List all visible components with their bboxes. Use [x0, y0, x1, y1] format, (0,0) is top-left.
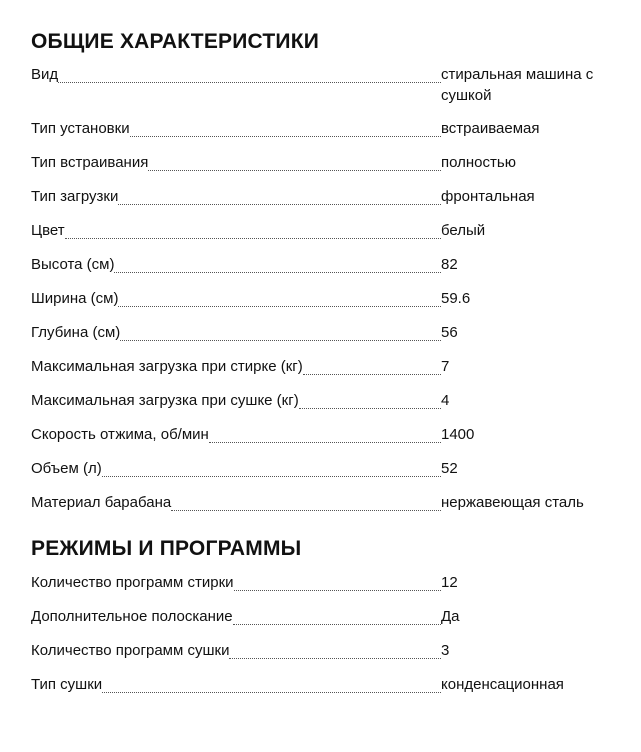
spec-list-modes — [31, 572, 621, 695]
spec-row — [31, 606, 621, 627]
spec-value: встраиваемая — [441, 120, 540, 137]
spec-value: 82 — [441, 256, 458, 273]
spec-label: Тип сушки — [31, 676, 103, 693]
spec-label-wrap — [31, 606, 441, 627]
dotted-leader — [114, 256, 441, 273]
dotted-leader — [102, 460, 441, 477]
dotted-leader — [209, 426, 441, 443]
spec-row — [31, 118, 621, 139]
spec-label-wrap — [31, 322, 441, 343]
spec-row — [31, 458, 621, 479]
spec-row — [31, 288, 621, 309]
spec-label-wrap — [31, 64, 441, 85]
spec-value: белый — [441, 222, 486, 239]
dotted-leader — [234, 574, 441, 591]
section-title-modes: РЕЖИМЫ И ПРОГРАММЫ — [31, 537, 302, 560]
dotted-leader — [58, 66, 441, 83]
spec-value: 3 — [441, 642, 450, 659]
spec-value: фронтальная — [441, 188, 535, 205]
dotted-leader — [299, 392, 441, 409]
spec-label-wrap — [31, 390, 441, 411]
spec-label-wrap — [31, 288, 441, 309]
spec-label-wrap — [31, 356, 441, 377]
spec-row — [31, 254, 621, 275]
dotted-leader — [102, 676, 441, 693]
spec-row — [31, 492, 621, 513]
section-title-general: ОБЩИЕ ХАРАКТЕРИСТИКИ — [31, 30, 320, 53]
dotted-leader — [229, 642, 441, 659]
spec-value: 12 — [441, 574, 458, 591]
spec-value: полностью — [441, 154, 516, 171]
spec-label: Материал барабана — [31, 494, 172, 511]
spec-label: Высота (см) — [31, 256, 115, 273]
spec-label: Цвет — [31, 222, 65, 239]
spec-row — [31, 390, 621, 411]
spec-row — [31, 220, 621, 241]
dotted-leader — [118, 290, 441, 307]
spec-row — [31, 322, 621, 343]
spec-label-wrap — [31, 674, 441, 695]
spec-list-general — [31, 64, 621, 513]
spec-label: Максимальная загрузка при сушке (кг) — [31, 392, 299, 409]
spec-label: Объем (л) — [31, 460, 102, 477]
spec-label: Тип встраивания — [31, 154, 149, 171]
spec-value: 52 — [441, 460, 458, 477]
spec-label-wrap — [31, 572, 441, 593]
spec-row — [31, 572, 621, 593]
spec-value: стиральная машина с сушкой — [441, 66, 594, 104]
spec-label: Количество программ сушки — [31, 642, 230, 659]
spec-label-wrap — [31, 118, 441, 139]
spec-label: Максимальная загрузка при стирке (кг) — [31, 358, 303, 375]
spec-label: Вид — [31, 66, 59, 83]
spec-label: Скорость отжима, об/мин — [31, 426, 209, 443]
spec-label: Количество программ стирки — [31, 574, 234, 591]
dotted-leader — [233, 608, 441, 625]
dotted-leader — [303, 358, 441, 375]
spec-label-wrap — [31, 640, 441, 661]
spec-value: Да — [441, 608, 460, 625]
dotted-leader — [65, 222, 441, 239]
spec-label: Тип загрузки — [31, 188, 119, 205]
spec-row — [31, 186, 621, 207]
spec-row — [31, 64, 621, 106]
spec-label: Глубина (см) — [31, 324, 121, 341]
spec-value: 4 — [441, 392, 450, 409]
spec-label-wrap — [31, 424, 441, 445]
dotted-leader — [130, 120, 441, 137]
spec-value: 1400 — [441, 426, 475, 443]
spec-row — [31, 152, 621, 173]
spec-label-wrap — [31, 186, 441, 207]
spec-value: 59.6 — [441, 290, 471, 307]
spec-label-wrap — [31, 458, 441, 479]
spec-label-wrap — [31, 220, 441, 241]
dotted-leader — [118, 188, 441, 205]
dotted-leader — [171, 494, 441, 511]
spec-row — [31, 356, 621, 377]
spec-label-wrap — [31, 152, 441, 173]
dotted-leader — [120, 324, 441, 341]
spec-label-wrap — [31, 254, 441, 275]
spec-row — [31, 640, 621, 661]
spec-value: конденсационная — [441, 676, 564, 693]
spec-label: Дополнительное полоскание — [31, 608, 233, 625]
spec-label-wrap — [31, 492, 441, 513]
spec-sheet — [31, 0, 621, 708]
spec-row — [31, 424, 621, 445]
spec-value: нержавеющая сталь — [441, 494, 584, 511]
spec-row — [31, 674, 621, 695]
dotted-leader — [148, 154, 441, 171]
spec-value: 56 — [441, 324, 458, 341]
spec-label: Ширина (см) — [31, 290, 119, 307]
spec-value: 7 — [441, 358, 450, 375]
spec-label: Тип установки — [31, 120, 130, 137]
